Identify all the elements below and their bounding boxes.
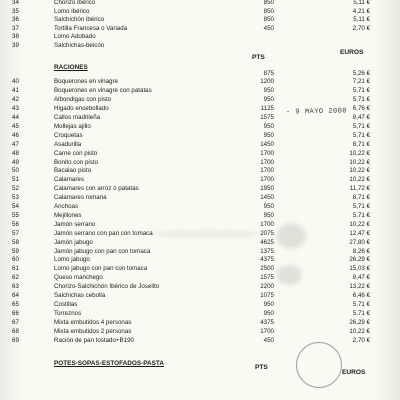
item-name: Albondigas con pisto [54, 96, 112, 104]
price-pts: 450 [263, 24, 274, 32]
item-name: Anchoas [54, 203, 79, 210]
row-number: 40 [12, 78, 19, 86]
price-pts: 2075 [260, 229, 274, 237]
price-pts: 4375 [260, 256, 274, 264]
item-name: Chorizo-Salchichón Ibérico de Joselito [54, 283, 160, 291]
price-euros: 12,47 € [349, 229, 370, 237]
price-euros: 5,71 € [352, 122, 370, 130]
price-pts: 1125 [260, 105, 274, 113]
row-number: 35 [12, 7, 19, 15]
price-pts: 1700 [260, 220, 274, 228]
price-pts: 950 [263, 300, 274, 308]
price-euros: 7,21 € [352, 78, 370, 86]
price-pts: 950 [263, 211, 274, 219]
item-name: Mejillones [54, 211, 82, 219]
row-number: 50 [12, 167, 19, 175]
item-name: Lomo jabugo [54, 256, 90, 264]
row-number: 51 [12, 176, 19, 184]
price-pts: 950 [263, 87, 274, 95]
price-euros: 5,71 € [352, 309, 370, 317]
item-name: Bacalao pisto [54, 167, 92, 175]
row-number: 37 [12, 24, 19, 32]
price-pts: 1200 [260, 78, 274, 86]
date-stamp: - 9 MAYO 2000 [285, 107, 348, 117]
price-pts: 950 [263, 309, 274, 317]
price-euros: 5,71 € [352, 87, 370, 95]
row-number: 43 [12, 105, 19, 113]
item-name: Mixta embutidos 4 personas [54, 318, 132, 326]
price-pts: 950 [263, 122, 274, 130]
row-number: 47 [12, 140, 19, 148]
price-euros: 5,71 € [352, 203, 370, 210]
price-pts: 1700 [260, 158, 274, 166]
item-name: Salchichas-beicón [54, 42, 105, 49]
item-name: Salchichas cebolla [54, 292, 106, 299]
price-euros: 5,11 € [353, 0, 370, 6]
ink-smudge [276, 223, 306, 249]
row-number: 52 [12, 185, 19, 193]
price-euros: 27,80 € [349, 238, 370, 246]
price-euros: 10,22 € [349, 220, 370, 228]
price-pts: 1575 [260, 114, 274, 121]
potes-pts-header: PTS [255, 364, 268, 371]
price-pts: 1700 [260, 149, 274, 157]
item-name: Jamón serrano [54, 220, 96, 228]
price-euros: 8,26 € [352, 247, 370, 255]
price-pts: 1950 [260, 185, 274, 193]
row-number: 46 [12, 131, 19, 139]
price-euros: 5,71 € [352, 96, 370, 104]
price-pts: 850 [263, 16, 274, 24]
price-euros: 2,70 € [352, 24, 370, 32]
price-euros: 5,71 € [352, 211, 370, 219]
price-euros: 2,70 € [352, 336, 370, 344]
price-euros: 10,22 € [349, 158, 370, 166]
price-pts: 850 [263, 0, 274, 6]
price-pts: 950 [263, 131, 274, 139]
price-pts: 450 [263, 336, 274, 344]
row-number: 62 [12, 274, 19, 282]
row-number: 69 [12, 336, 19, 344]
price-pts: 875 [263, 69, 274, 77]
row-number: 34 [12, 0, 19, 6]
item-name: Callos madrileña [54, 114, 101, 121]
item-name: Boquerones en vinagre [54, 78, 118, 86]
price-euros: 10,22 € [349, 149, 370, 157]
item-name: Higado encebollado [54, 105, 109, 113]
item-name: Boquerones en vinagre con patatas [54, 87, 152, 95]
row-number: 57 [12, 229, 19, 237]
item-name: Asadurilla [54, 140, 82, 148]
row-number: 56 [12, 220, 19, 228]
price-pts: 950 [263, 96, 274, 104]
row-number: 63 [12, 283, 19, 291]
row-number: 55 [12, 211, 19, 219]
row-number: 68 [12, 327, 19, 335]
price-euros: 26,29 € [349, 318, 370, 326]
item-name: Mixta embutidos 2 personas [54, 327, 132, 335]
menu-row [0, 336, 400, 346]
price-euros: 5,71 € [352, 300, 370, 308]
ink-smudge [276, 265, 302, 285]
row-number: 44 [12, 114, 19, 121]
price-euros: 8,71 € [352, 194, 370, 202]
price-pts: 1700 [260, 176, 274, 184]
item-name: Carne con pisto [54, 149, 98, 157]
item-name: Ración de pan tostado+B190 [54, 336, 134, 344]
item-name: Calamares con arroz ó patatas [54, 185, 139, 193]
item-name: Calamares romana [54, 194, 107, 202]
ink-smudge [150, 230, 260, 238]
price-pts: 950 [263, 203, 274, 210]
price-euros: 6,76 € [352, 105, 370, 113]
row-number: 67 [12, 318, 19, 326]
price-euros: 10,22 € [349, 176, 370, 184]
price-pts: 1575 [260, 274, 274, 282]
price-pts: 1700 [260, 167, 274, 175]
price-euros: 9,47 € [352, 114, 370, 121]
row-number: 41 [12, 87, 19, 95]
price-euros: 8,71 € [352, 140, 370, 148]
price-pts: 2500 [260, 265, 274, 273]
row-number: 53 [12, 194, 19, 202]
price-pts: 4375 [260, 318, 274, 326]
price-euros: 26,29 € [349, 256, 370, 264]
price-pts: 1375 [260, 247, 274, 255]
row-number: 42 [12, 96, 19, 104]
price-euros: 10,22 € [349, 167, 370, 175]
price-pts: 1450 [260, 194, 274, 202]
price-euros: 15,03 € [349, 265, 370, 273]
item-name: Costillas [54, 300, 78, 308]
row-number: 54 [12, 203, 19, 210]
row-number: 45 [12, 122, 19, 130]
price-pts: 850 [263, 7, 274, 15]
price-euros: 4,21 € [352, 7, 370, 15]
price-euros: 9,47 € [352, 274, 370, 282]
row-number: 39 [12, 42, 19, 49]
row-number: 58 [12, 238, 19, 246]
item-name: Jamón serrano con pan con tomaca [54, 229, 153, 237]
potes-title: POTES-SOPAS-ESTOFADOS-PASTA [54, 360, 164, 367]
row-number: 48 [12, 149, 19, 157]
price-pts: 1075 [260, 292, 274, 299]
row-number: 61 [12, 265, 19, 273]
price-pts: 1450 [260, 140, 274, 148]
item-name: Bonito con pisto [54, 158, 99, 166]
item-name: Lomo ibérico [54, 7, 90, 15]
item-name: Mollejas ajillo [54, 122, 91, 130]
item-name: Croquetas [54, 131, 83, 139]
price-euros: 5,11 € [353, 16, 370, 24]
row-number: 49 [12, 158, 19, 166]
item-name: Torreznos [54, 309, 82, 317]
price-euros: 6,46 € [352, 292, 370, 299]
price-pts: 4625 [260, 238, 274, 246]
price-euros: 13,22 € [349, 283, 370, 291]
rubber-seal [296, 342, 342, 388]
row-number: 59 [12, 247, 19, 255]
price-pts: 2200 [260, 283, 274, 291]
row-number: 65 [12, 300, 19, 308]
row-number: 64 [12, 292, 19, 299]
row-number: 60 [12, 256, 19, 264]
raciones-pts-header: PTS [252, 54, 265, 61]
item-name: Lomo Adobado [54, 33, 96, 41]
price-euros: 11,72 € [349, 185, 370, 193]
item-name: Salchichón ibérico [54, 16, 105, 24]
item-name: Tortilla Francesa o Variada [54, 24, 128, 32]
item-name: Jamón jabugo [54, 238, 93, 246]
raciones-title: RACIONES [54, 64, 88, 71]
item-name: Chorizo ibérico [54, 0, 96, 6]
item-name: Jamón jabugo con pan con tomaca [54, 247, 151, 255]
raciones-euros-header: EUROS [340, 49, 364, 56]
item-name: Lomo jabugo con pan con tomaca [54, 265, 148, 273]
price-euros: 10,22 € [349, 327, 370, 335]
potes-euros-header: EUROS [342, 369, 366, 376]
price-pts: 1700 [260, 327, 274, 335]
item-name: Queso manchego [54, 274, 103, 282]
item-name: Calamares [54, 176, 84, 184]
row-number: 66 [12, 309, 19, 317]
price-euros: 5,71 € [352, 131, 370, 139]
price-euros: 5,26 € [352, 69, 370, 77]
row-number: 36 [12, 16, 19, 24]
row-number: 38 [12, 33, 19, 41]
